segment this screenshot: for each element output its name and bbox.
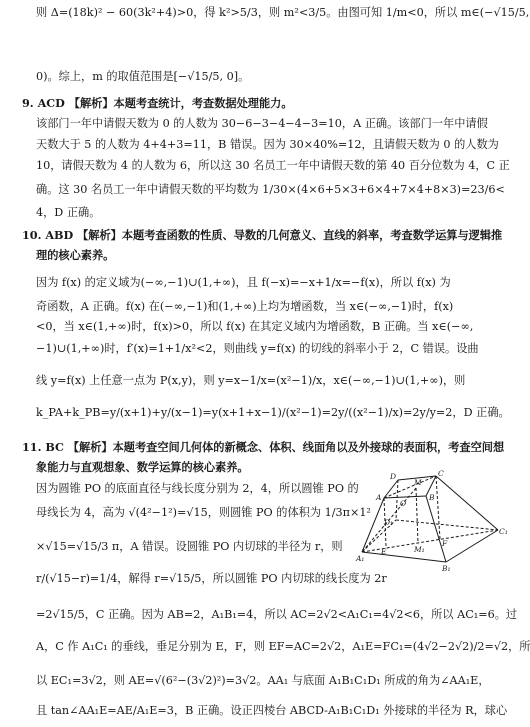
q11-heading-cont: 象能力与直观想象、数学运算的核心素养。 bbox=[36, 460, 249, 474]
q10-line-2: 奇函数，A 正确。f(x) 在(−∞,−1)和(1,+∞)上均为增函数，当 x∈(−∞,−1)时，f(x) bbox=[36, 300, 454, 313]
q9-line-5: 4，D 正确。 bbox=[36, 206, 101, 219]
edge-AB bbox=[384, 496, 426, 498]
label-F: F bbox=[442, 539, 448, 548]
q9-line-1: 该部门一年中请假天数为 0 的人数为 30−6−3−4−4−3=10，A 正确。该部门一年中请假 bbox=[36, 117, 488, 130]
edge-DD1 bbox=[396, 480, 398, 520]
q11-line-2: 母线长为 4，高为 √(4²−1²)=√15，则圆锥 PO 的体积为 1/3π×1² bbox=[36, 506, 371, 519]
frustum-diagram bbox=[356, 469, 508, 573]
edge-B1C1 bbox=[446, 530, 498, 562]
q8-line-2: 0)。综上，m 的取值范围是[−√15/5, 0]。 bbox=[36, 70, 250, 83]
q11-line-6: A，C 作 A₁C₁ 的垂线，垂足分别为 E，F，则 EF=AC=2√2，A₁E=FC₁=(4√2−2√2)/2=√2，所 bbox=[36, 640, 530, 653]
label-D: D bbox=[390, 472, 397, 481]
q11-line-7: 以 EC₁=3√2，则 AE=√(6²−(3√2)²)=3√2。AA₁ 与底面 A₁B₁C₁D₁ 所成的角为∠AA₁E， bbox=[36, 674, 490, 687]
q9-line-3: 10，请假天数为 4 的人数为 6，所以这 30 名员工一年中请假天数的第 40 百分位数为 4，C 正 bbox=[36, 159, 510, 172]
label-E: E bbox=[381, 547, 387, 556]
q11-line-1: 因为圆锥 PO 的底面直径与线长度分别为 2，4，所以圆锥 PO 的 bbox=[36, 482, 359, 495]
edge-A1B1 bbox=[362, 552, 446, 562]
q11-heading: 11. BC 【解析】本题考查空间几何体的新概念、体积、线面角以及外接球的表面积，考查空间想 bbox=[22, 440, 505, 454]
edge-AA1 bbox=[362, 498, 384, 552]
label-O: O bbox=[400, 499, 407, 508]
label-A1: A₁ bbox=[356, 554, 365, 563]
q10-line-6: k_PA+k_PB=y/(x+1)+y/(x−1)=y(x+1+x−1)/(x²−1)=2y/((x²−1)/x)=2y/y=2，D 正确。 bbox=[36, 406, 510, 419]
q10-heading: 10. ABD 【解析】本题考查函数的性质、导数的几何意义、直线的斜率，考查数学运算与逻辑推 bbox=[22, 228, 503, 242]
q11-line-4: r/(√15−r)=1/4，解得 r=√15/5，所以圆锥 PO 内切球的线长度为 2r bbox=[36, 572, 387, 585]
q10-line-4: −1)∪(1,+∞)时，f′(x)=1+1/x²<2，则曲线 y=f(x) 的切线的斜率小于 2，C 错误。设曲 bbox=[36, 342, 479, 355]
label-A: A bbox=[376, 493, 382, 502]
label-C1: C₁ bbox=[499, 527, 508, 536]
q9-heading: 9. ACD 【解析】本题考查统计，考查数据处理能力。 bbox=[22, 96, 293, 110]
label-B: B bbox=[429, 493, 435, 502]
q11-line-8: 且 tan∠AA₁E=AE/A₁E=3，B 正确。设正四棱台 ABCD-A₁B₁C₁D₁ 外接球的半径为 R，球心 bbox=[36, 704, 508, 717]
q10-line-1: 因为 f(x) 的定义域为(−∞,−1)∪(1,+∞)，且 f(−x)=−x+1/x=−f(x)，所以 f(x) 为 bbox=[36, 276, 451, 289]
label-C: C bbox=[438, 469, 444, 478]
q10-line-5: 线 y=f(x) 上任意一点为 P(x,y)，则 y=x−1/x=(x²−1)/x，x∈(−∞,−1)∪(1,+∞)，则 bbox=[36, 374, 466, 387]
label-B1: B₁ bbox=[442, 564, 451, 573]
edge-BB1 bbox=[426, 496, 446, 562]
q11-line-3: ×√15=√15/3 π，A 错误。设圆锥 PO 内切球的半径为 r，则 bbox=[36, 540, 343, 553]
label-M: M bbox=[414, 478, 422, 487]
label-D1: D₁ bbox=[384, 518, 394, 527]
q10-heading-cont: 理的核心素养。 bbox=[36, 248, 115, 262]
label-M1: M₁ bbox=[414, 545, 425, 554]
edge-CC1 bbox=[436, 476, 498, 530]
q11-line-5: =2√15/5，C 正确。因为 AB=2，A₁B₁=4，所以 AC=2√2<A₁C₁=4√2<6，所以 AC₁=6。过 bbox=[36, 608, 518, 621]
q10-line-3: <0，当 x∈(1,+∞)时，f(x)>0，所以 f(x) 在其定义域内为增函数，B 正确。当 x∈(−∞, bbox=[36, 320, 474, 333]
edge-D1C1 bbox=[396, 520, 498, 530]
q8-line-1: 则 Δ=(18k)² − 60(3k²+4)>0，得 k²>5/3，则 m²<3/5。由图可知 1/m<0，所以 m∈(−√15/5, bbox=[36, 6, 530, 19]
q9-line-2: 天数大于 5 的人数为 4+4+3=11，B 错误。因为 30×40%=12，且请假天数为 0 的人数为 bbox=[36, 138, 499, 151]
q9-line-4: 确。这 30 名员工一年中请假天数的平均数为 1/30×(4×6+5×3+6×4+7×4+8×3)=23/6< bbox=[36, 183, 505, 196]
